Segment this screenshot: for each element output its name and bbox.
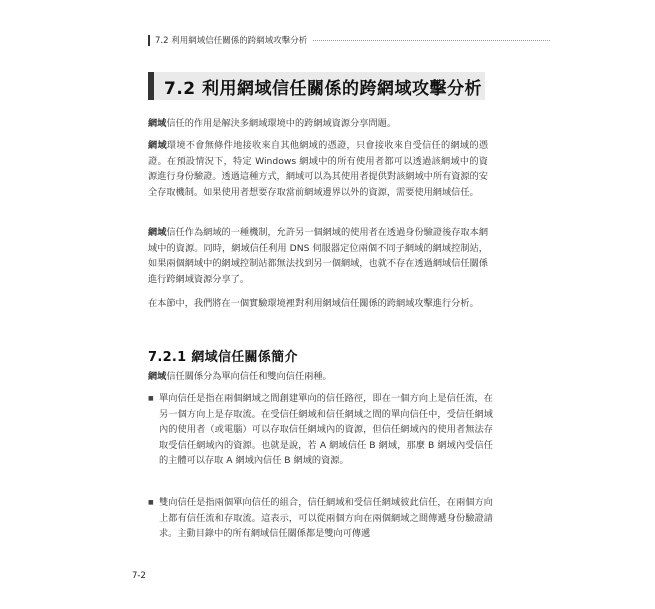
bullet-item-1 xyxy=(148,391,493,469)
paragraph-term: 網域 xyxy=(148,227,167,238)
header-dotted-rule xyxy=(313,40,550,41)
paragraph-text: 在本節中，我們將在一個實驗環境裡對利用網域信任關係的跨網域攻擊進行分析。 xyxy=(148,298,479,309)
bullet-square-icon: ■ xyxy=(148,395,154,402)
running-title: 7.2 利用網域信任關係的跨網域攻擊分析 xyxy=(155,36,308,46)
bullet-text: 單向信任是指在兩個網域之間創建單向的信任路徑，即在一個方向上是信任流，在另一個方向上是存取流。在受信任網域和信任網域之間的單向信任中，受信任網域內的使用者（或電腦）可以存取信任網域內的資源，但信任網域內的使用者無法存取受信任網域內的資源。也就是說，若 A 網域信任 B 網域，那麼 B 網域內受信任的主體可以存取 A 網域內信任 B 網域的資源。 xyxy=(159,393,493,466)
section-heading-accent xyxy=(148,72,154,100)
paragraph-text: 信任作為網域的一種機制，允許另一個網域的使用者在透過身份驗證後存取本網域中的資源。同時，網域信任利用 DNS 伺服器定位兩個不同子網域的網域控制站，如果兩個網域中的網域控制站都無法找到另一個網域，也就不存在透過網域信任關係進行跨網域資源分享了。 xyxy=(148,227,489,285)
paragraph-term: 網域 xyxy=(148,140,167,151)
section-title: 7.2 利用網域信任關係的跨網域攻擊分析 xyxy=(164,78,483,99)
subsection-title: 7.2.1 網域信任關係簡介 xyxy=(148,350,298,365)
bullet-item-2 xyxy=(148,495,493,542)
page-number: 7-2 xyxy=(132,571,146,581)
paragraph-text: 環境不會無條件地接收來自其他網域的憑證，只會接收來自受信任的網域的憑證。在預設情況下，特定 Windows 網域中的所有使用者都可以透過該網域中的資源進行身份驗證。透過這種方式，網域可以為其使用者提供對該網域中所有資源的安全存取機制。如果使用者想要存取當前網域邊界以外的資源，需要使用網域信任。 xyxy=(148,140,489,198)
subsection-intro-term: 網域 xyxy=(148,371,167,382)
paragraph-text: 信任的作用是解決多網域環境中的跨網域資源分享問題。 xyxy=(166,118,397,129)
bullet-text: 雙向信任是指兩個單向信任的組合，信任網域和受信任網域彼此信任，在兩個方向上都有信任流和存取流。這表示，可以從兩個方向在兩個網域之間傳遞身份驗證請求。主動目錄中的所有網域信任關係都是雙向可傳遞 xyxy=(159,497,493,539)
bullet-square-icon: ■ xyxy=(148,499,154,506)
subsection-intro xyxy=(148,369,488,385)
paragraph-2 xyxy=(148,138,488,200)
paragraph-4 xyxy=(148,296,488,312)
paragraph-1 xyxy=(148,116,488,132)
header-bar xyxy=(148,35,150,46)
paragraph-3 xyxy=(148,225,488,287)
subsection-intro-text: 信任關係分為單向信任和雙向信任兩種。 xyxy=(166,371,332,382)
section-heading xyxy=(148,72,485,100)
running-header xyxy=(148,33,550,47)
paragraph-term: 網域 xyxy=(148,118,167,129)
